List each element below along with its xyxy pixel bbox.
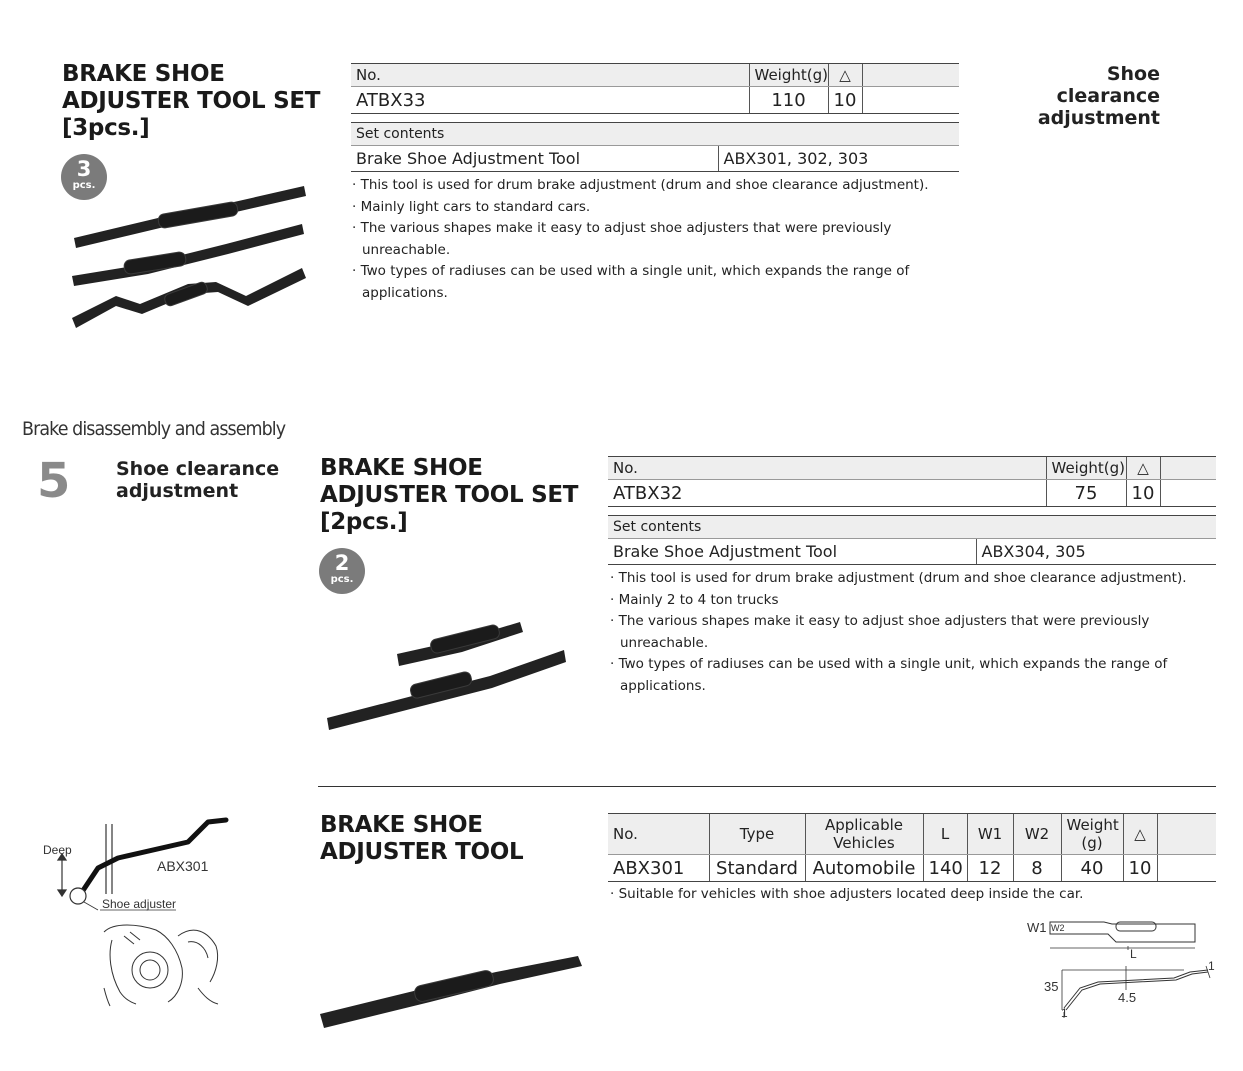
- dimension-drawing: [1024, 912, 1220, 1024]
- col-header-weight: Weight(g): [749, 64, 828, 87]
- spec-table-atbx32: [608, 456, 1216, 507]
- adjuster-leader-line: [84, 902, 98, 910]
- feature-item: · Two types of radiuses can be used with a single unit, which expands the range of applications.: [610, 654, 1210, 697]
- set-item-name: Brake Shoe Adjustment Tool: [608, 539, 976, 565]
- feature-list-atbx33: [352, 175, 952, 304]
- qty-box-icon: △: [839, 66, 851, 84]
- product-qty: 10: [828, 87, 862, 114]
- col-header-qty: [828, 64, 862, 87]
- product-w1: 12: [967, 855, 1013, 882]
- hand-illustration: [104, 925, 218, 1006]
- product-number: ATBX32: [608, 480, 1046, 507]
- product-type: Standard: [709, 855, 805, 882]
- title-line: ADJUSTER TOOL SET: [62, 88, 321, 114]
- col-header-qty: [1126, 457, 1160, 480]
- product-number: ABX301: [608, 855, 709, 882]
- product-weight: 40: [1061, 855, 1123, 882]
- feature-item: · This tool is used for drum brake adjustment (drum and shoe clearance adjustment).: [352, 175, 952, 197]
- feature-item: · This tool is used for drum brake adjustment (drum and shoe clearance adjustment).: [610, 568, 1210, 590]
- title-line: [3pcs.]: [62, 115, 150, 141]
- set-part-numbers: ABX301, 302, 303: [718, 146, 959, 172]
- badge-unit: pcs.: [72, 180, 96, 191]
- col-header-blank: [1160, 457, 1216, 480]
- feature-item: · Mainly 2 to 4 ton trucks: [610, 590, 1210, 612]
- dim-4-5: 4.5: [1118, 990, 1137, 1005]
- spec-table-atbx33: [351, 63, 959, 114]
- col-header-vehicles: Applicable Vehicles: [805, 814, 923, 855]
- product-w2: 8: [1013, 855, 1061, 882]
- product-qty: 10: [1123, 855, 1157, 882]
- shoe-adjuster-label: Shoe adjuster: [102, 897, 177, 911]
- col-header-no: No.: [608, 814, 709, 855]
- blank-cell: [1160, 480, 1216, 507]
- feature-item: · Mainly light cars to standard cars.: [352, 197, 952, 219]
- category-heading: Brake disassembly and assembly: [22, 418, 286, 440]
- tool-set-3pcs-image: [66, 180, 316, 335]
- title-line: BRAKE SHOE: [320, 455, 483, 481]
- qty-box-icon: △: [1134, 825, 1146, 843]
- spec-table-abx301: [608, 813, 1216, 882]
- piece-count-badge: [319, 548, 365, 594]
- product-length: 140: [923, 855, 967, 882]
- section-divider: [318, 786, 1216, 787]
- product-vehicles: Automobile: [805, 855, 923, 882]
- badge-unit: pcs.: [330, 574, 354, 585]
- top-view: [1050, 922, 1195, 950]
- set-part-numbers: ABX304, 305: [976, 539, 1216, 565]
- col-header-weight: Weight(g): [1046, 457, 1126, 480]
- set-contents-table-atbx33: [351, 122, 959, 172]
- set-contents-label: Set contents: [608, 516, 1216, 539]
- category-subtitle: Shoe clearance adjustment: [116, 458, 280, 502]
- tool-set-2pcs-image: [320, 610, 575, 735]
- col-header-blank: [1157, 814, 1216, 855]
- deep-arrow: [58, 854, 66, 896]
- col-header-w2: W2: [1013, 814, 1061, 855]
- section-label-top-right: Shoe clearance adjustment: [1037, 63, 1160, 129]
- set-contents-table-atbx32: [608, 515, 1216, 565]
- title-line: [2pcs.]: [320, 509, 408, 535]
- feature-list-atbx32: [610, 568, 1210, 697]
- feature-item: · Two types of radiuses can be used with a single unit, which expands the range of applications.: [352, 261, 952, 304]
- dim-w1: W1: [1027, 920, 1047, 935]
- title-line: BRAKE SHOE: [62, 61, 225, 87]
- col-header-w1: W1: [967, 814, 1013, 855]
- tool-bar-long: [327, 650, 566, 730]
- badge-number: 3: [76, 157, 92, 181]
- category-number: 5: [37, 453, 71, 509]
- col-header-no: No.: [351, 64, 749, 87]
- product-weight: 110: [749, 87, 828, 114]
- usage-diagram: [38, 812, 238, 1012]
- badge-number: 2: [334, 551, 350, 575]
- dim-35: 35: [1044, 979, 1059, 994]
- col-header-weight: Weight (g): [1061, 814, 1123, 855]
- col-header-l: L: [923, 814, 967, 855]
- feature-item: · The various shapes make it easy to adjust shoe adjusters that were previously unreachable.: [610, 611, 1210, 654]
- feature-list-abx301: [610, 884, 1210, 906]
- col-header-no: No.: [608, 457, 1046, 480]
- title-line: BRAKE SHOE: [320, 812, 483, 838]
- set-contents-label: Set contents: [351, 123, 959, 146]
- tool-bar-short: [397, 622, 523, 666]
- dim-1-tip: 1: [1208, 959, 1215, 973]
- col-header-type: Type: [709, 814, 805, 855]
- product-title-atbx32: [320, 455, 590, 536]
- dim-l: L: [1130, 947, 1137, 961]
- deep-label: Deep: [43, 843, 72, 857]
- feature-item: · The various shapes make it easy to adjust shoe adjusters that were previously unreachable.: [352, 218, 952, 261]
- dim-w2: W2: [1051, 923, 1065, 933]
- abx301-tool-shape: [82, 820, 226, 892]
- dim-1-base: 1: [1061, 1006, 1068, 1020]
- abx301-label: ABX301: [157, 858, 209, 874]
- product-number: ATBX33: [351, 87, 749, 114]
- title-line: ADJUSTER TOOL: [320, 839, 524, 865]
- col-header-blank: [862, 64, 959, 87]
- feature-item: · Suitable for vehicles with shoe adjusters located deep inside the car.: [610, 884, 1210, 906]
- tool-abx301-image: [316, 948, 586, 1033]
- product-weight: 75: [1046, 480, 1126, 507]
- set-item-name: Brake Shoe Adjustment Tool: [351, 146, 718, 172]
- product-title-abx301: [320, 812, 590, 866]
- product-qty: 10: [1126, 480, 1160, 507]
- blank-cell: [862, 87, 959, 114]
- product-title-atbx33: [62, 61, 332, 142]
- blank-cell: [1157, 855, 1216, 882]
- title-line: ADJUSTER TOOL SET: [320, 482, 579, 508]
- shoe-adjuster-circle: [70, 888, 86, 904]
- col-header-qty: [1123, 814, 1157, 855]
- qty-box-icon: △: [1137, 459, 1149, 477]
